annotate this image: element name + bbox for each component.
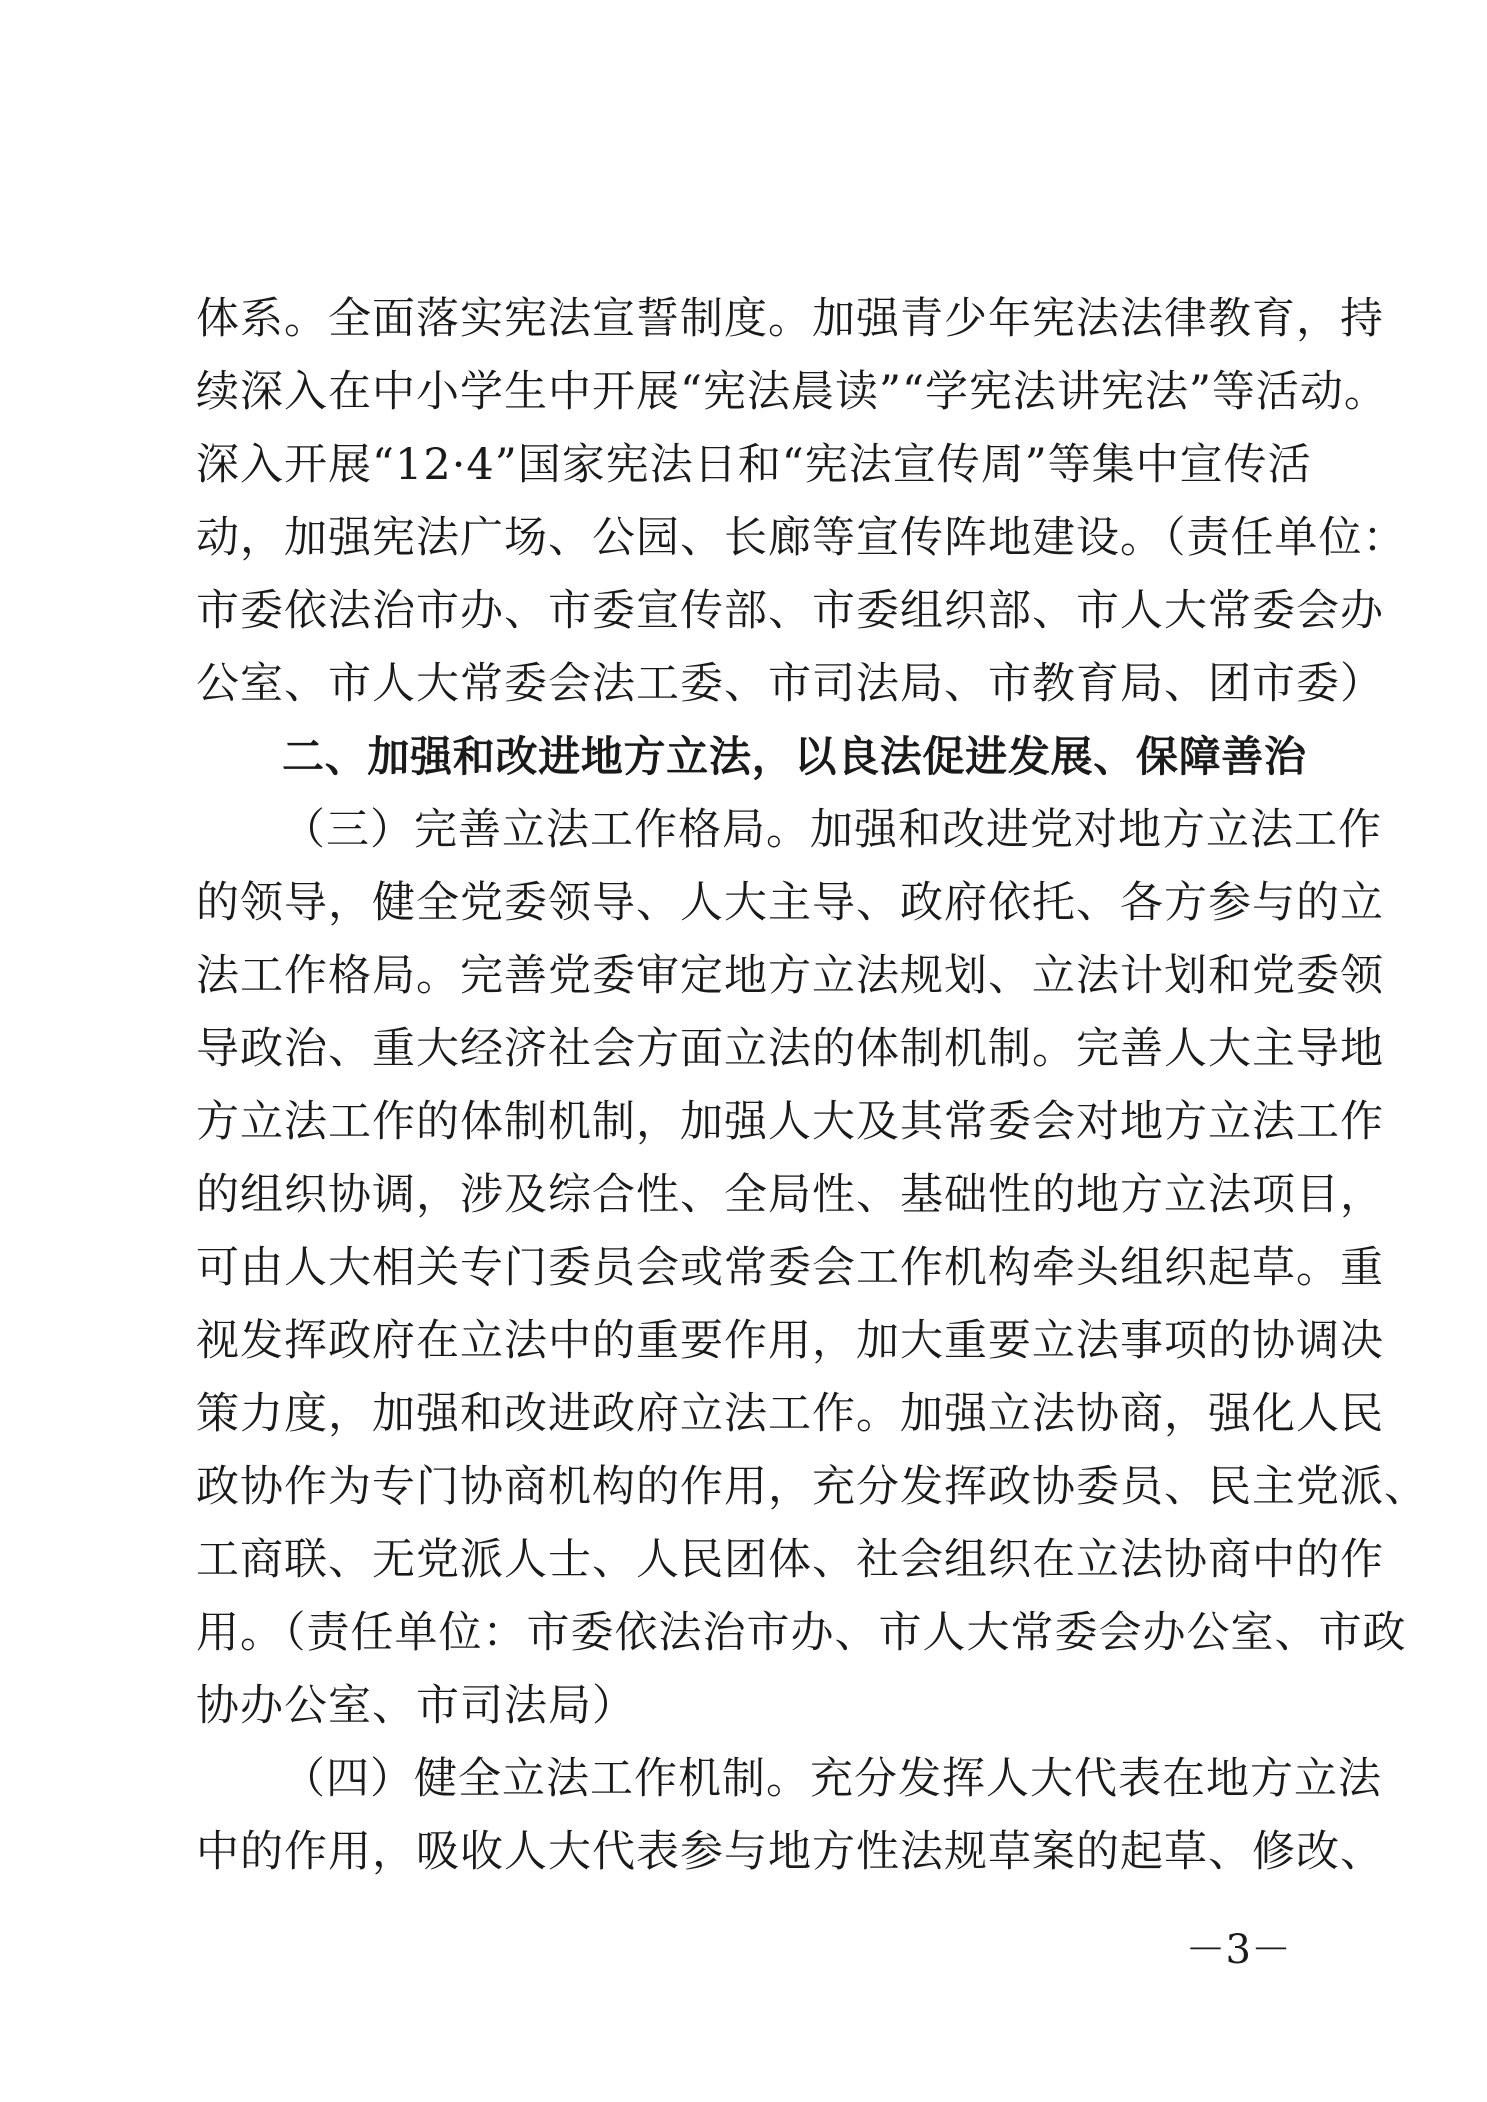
- paragraph-3-line-12: 用。（责任单位：市委依法治市办、市人大常委会办公室、市政: [196, 1608, 1407, 1658]
- paragraph-3-line-5: 方立法工作的体制机制，加强人大及其常委会对地方立法工作: [196, 1097, 1384, 1147]
- paragraph-4-line-1: （四）健全立法工作机制。充分发挥人大代表在地方立法: [282, 1754, 1382, 1804]
- paragraph-1-line-4: 动，加强宪法广场、公园、长廊等宣传阵地建设。（责任单位：: [196, 513, 1407, 563]
- paragraph-1-line-3: 深入开展“12·4”国家宪法日和“宪法宣传周”等集中宣传活: [196, 440, 1312, 490]
- paragraph-3-line-13: 协办公室、市司法局）: [196, 1681, 636, 1731]
- paragraph-1-line-2: 续深入在中小学生中开展“宪法晨读”“学宪法讲宪法”等活动。: [196, 367, 1388, 417]
- paragraph-1-line-5: 市委依法治市办、市委宣传部、市委组织部、市人大常委会办: [196, 586, 1384, 636]
- paragraph-1-line-6: 公室、市人大常委会法工委、市司法局、市教育局、团市委）: [196, 659, 1384, 709]
- paragraph-3-line-7: 可由人大相关专门委员会或常委会工作机构牵头组织起草。重: [196, 1243, 1384, 1293]
- paragraph-3-line-2: 的领导，健全党委领导、人大主导、政府依托、各方参与的立: [196, 878, 1384, 928]
- paragraph-3-line-9: 策力度，加强和改进政府立法工作。加强立法协商，强化人民: [196, 1389, 1384, 1439]
- paragraph-3-line-3: 法工作格局。完善党委审定地方立法规划、立法计划和党委领: [196, 951, 1384, 1001]
- paragraph-3-line-6: 的组织协调，涉及综合性、全局性、基础性的地方立法项目，: [196, 1170, 1384, 1220]
- paragraph-3-line-10: 政协作为专门协商机构的作用，充分发挥政协委员、民主党派、: [196, 1462, 1428, 1512]
- paragraph-3-line-8: 视发挥政府在立法中的重要作用，加大重要立法事项的协调决: [196, 1316, 1384, 1366]
- section-heading: 二、加强和改进地方立法，以良法促进发展、保障善治: [282, 732, 1306, 781]
- paragraph-3-line-1: （三）完善立法工作格局。加强和改进党对地方立法工作: [282, 805, 1382, 855]
- paragraph-1-line-1: 体系。全面落实宪法宣誓制度。加强青少年宪法法律教育，持: [196, 294, 1384, 344]
- page-number: －3－: [1185, 1927, 1291, 1973]
- paragraph-3-line-11: 工商联、无党派人士、人民团体、社会组织在立法协商中的作: [196, 1535, 1384, 1585]
- paragraph-3-line-4: 导政治、重大经济社会方面立法的体制机制。完善人大主导地: [196, 1024, 1384, 1074]
- paragraph-4-line-2: 中的作用，吸收人大代表参与地方性法规草案的起草、修改、: [196, 1827, 1384, 1877]
